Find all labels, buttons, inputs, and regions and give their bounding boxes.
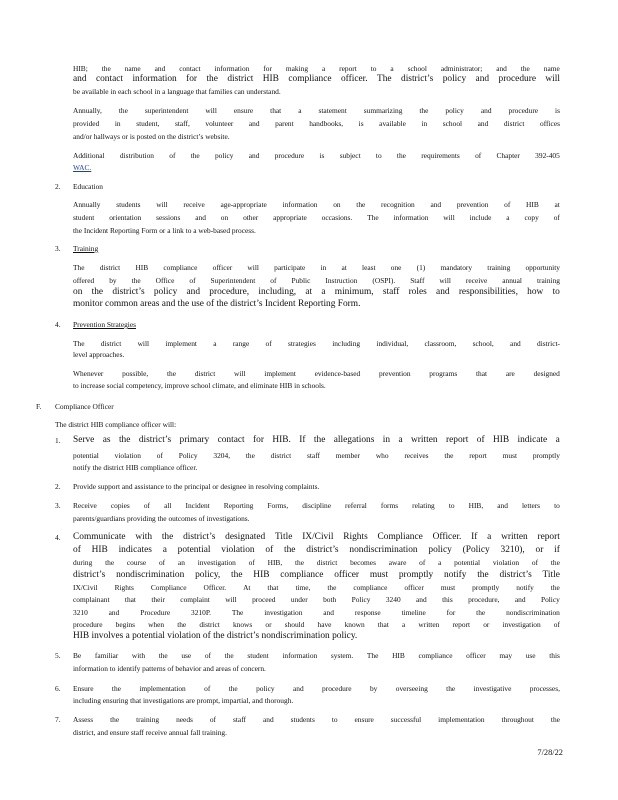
text-line: IX/Civil Rights Compliance Officer. At that time, the compliance officer must promptly notify the [73,583,560,592]
list-number: 3. [55,501,61,510]
text-line: parents/guardians providing the outcomes of investigations. [73,514,250,523]
text-line: complainant that their complaint will proceed under both Policy 3240 and this procedure, and Policy [73,595,560,604]
section-intro: The district HIB compliance officer will: [55,420,177,429]
section-letter: F. [36,402,42,411]
text-line: Provide support and assistance to the principal or designee in resolving complaints. [73,482,320,491]
list-number: 6. [55,684,61,693]
text-line: district’s nondiscrimination policy, the HIB compliance officer must promptly notify the district’s Title [73,570,560,580]
list-number: 7. [55,715,61,724]
text-line: procedure begins when the district knows or should have known that a written report or investigation of [73,620,560,629]
text-line: Assess the training needs of staff and students to ensure successful implementation throughout the [73,715,560,724]
list-number: 4. [55,320,61,329]
list-number: 1. [55,436,61,445]
text-line: of HIB indicates a potential violation of the district’s nondiscrimination policy (Policy 3210), or if [73,545,560,555]
text-line: during the course of an investigation of HIB, the district becomes aware of a potential violation of the [73,558,560,567]
text-line: potential violation of Policy 3204, the district staff member who receives the report must promptly [73,451,560,460]
list-number: 5. [55,651,61,660]
list-number: 2. [55,182,61,191]
list-number: 2. [55,482,61,491]
text-line: Serve as the district’s primary contact for HIB. If the allegations in a written report of HIB indicate a [73,435,560,445]
text-line: be available in each school in a language that families can understand. [73,87,281,96]
text-line: Communicate with the district’s designated Title IX/Civil Rights Compliance Officer. If a written report [73,532,560,542]
text-line: 3210 and Procedure 3210P. The investigation and response timeline for the nondiscrimination [73,608,560,617]
list-number: 4. [55,533,61,542]
text-line: HIB; the name and contact information for making a report to a school administrator; and the name [73,64,560,73]
footer-date: 7/28/22 [537,748,563,757]
text-line: Additional distribution of the policy and procedure is subject to the requirements of Chapter 392-405 [73,151,560,160]
section-heading: Compliance Officer [55,402,114,411]
text-line: Be familiar with the use of the student information system. The HIB compliance officer may use this [73,651,560,660]
text-line: district, and ensure staff receive annual fall training. [73,728,227,737]
text-line: on the district’s policy and procedure, including, at a minimum, staff roles and responsibilities, how to [73,287,560,297]
text-line: including ensuring that investigations are prompt, impartial, and thorough. [73,696,294,705]
item-title: Prevention Strategies [73,320,137,329]
text-line: level approaches. [73,350,125,359]
text-line: Annually students will receive age-appropriate information on the recognition and prevention of HIB at [73,200,560,209]
wac-link[interactable]: WAC. [73,163,92,172]
list-number: 3. [55,244,61,253]
text-line: provided in student, staff, volunteer and parent handbooks, is available in school and district offices [73,119,560,128]
text-line: The district will implement a range of strategies including individual, classroom, school, and district- [73,339,560,348]
text-line: offered by the Office of Superintendent of Public Instruction (OSPI). Staff will receive annual training [73,276,560,285]
text-line: Whenever possible, the district will implement evidence-based prevention programs that are designed [73,369,560,378]
text-line: HIB involves a potential violation of the district’s nondiscrimination policy. [73,631,358,641]
item-title: Training [73,244,99,253]
text-line: to increase social competency, improve school climate, and eliminate HIB in schools. [73,381,326,390]
text-line: and contact information for the district HIB compliance officer. The district’s policy and procedure will [73,74,560,84]
text-line: and/or hallways or is posted on the district’s website. [73,132,230,141]
text-line: notify the district HIB compliance officer. [73,463,198,472]
text-line: Annually, the superintendent will ensure that a statement summarizing the policy and procedure is [73,106,560,115]
text-line: monitor common areas and the use of the district’s Incident Reporting Form. [73,299,361,309]
text-line: Ensure the implementation of the policy and procedure by overseeing the investigative processes, [73,684,560,693]
item-title: Education [73,182,103,191]
text-line: Receive copies of all Incident Reporting Forms, discipline referral forms relating to HIB, and letters to [73,501,560,510]
text-line: information to identify patterns of behavior and areas of concern. [73,664,266,673]
text-line: the Incident Reporting Form or a link to a web-based process. [73,226,256,235]
text-line: The district HIB compliance officer will participate in at least one (1) mandatory training opportunity [73,263,560,272]
text-line: student orientation sessions and on other appropriate occasions. The information will include a copy of [73,213,560,222]
